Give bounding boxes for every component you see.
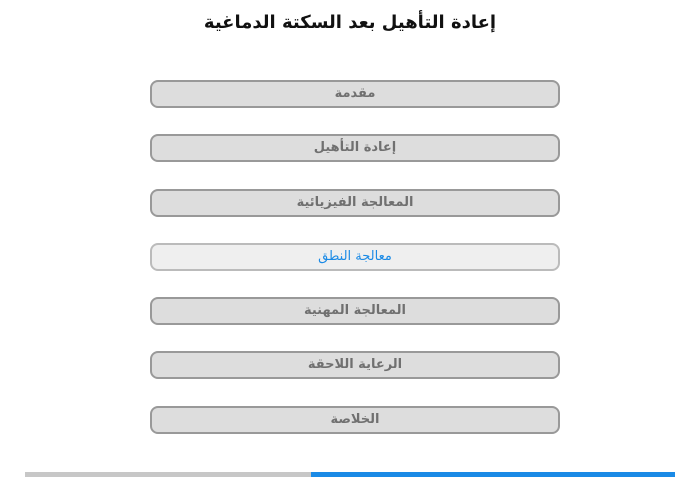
menu-item-speech-therapy[interactable]: معالجة النطق xyxy=(150,243,560,271)
menu-item-occupational-therapy[interactable]: المعالجة المهنية xyxy=(150,297,560,325)
section-menu xyxy=(150,80,560,460)
progress-bar xyxy=(25,472,675,477)
progress-bar-fill xyxy=(311,472,675,477)
menu-item-physical-therapy[interactable]: المعالجة الفيزيائية xyxy=(150,189,560,217)
menu-item-introduction[interactable]: مقدمة xyxy=(150,80,560,108)
menu-item-rehabilitation[interactable]: إعادة التأهيل xyxy=(150,134,560,162)
page-title: إعادة التأهيل بعد السكتة الدماغية xyxy=(203,12,497,33)
menu-item-conclusion[interactable]: الخلاصة xyxy=(150,406,560,434)
menu-item-aftercare[interactable]: الرعاية اللاحقة xyxy=(150,351,560,379)
